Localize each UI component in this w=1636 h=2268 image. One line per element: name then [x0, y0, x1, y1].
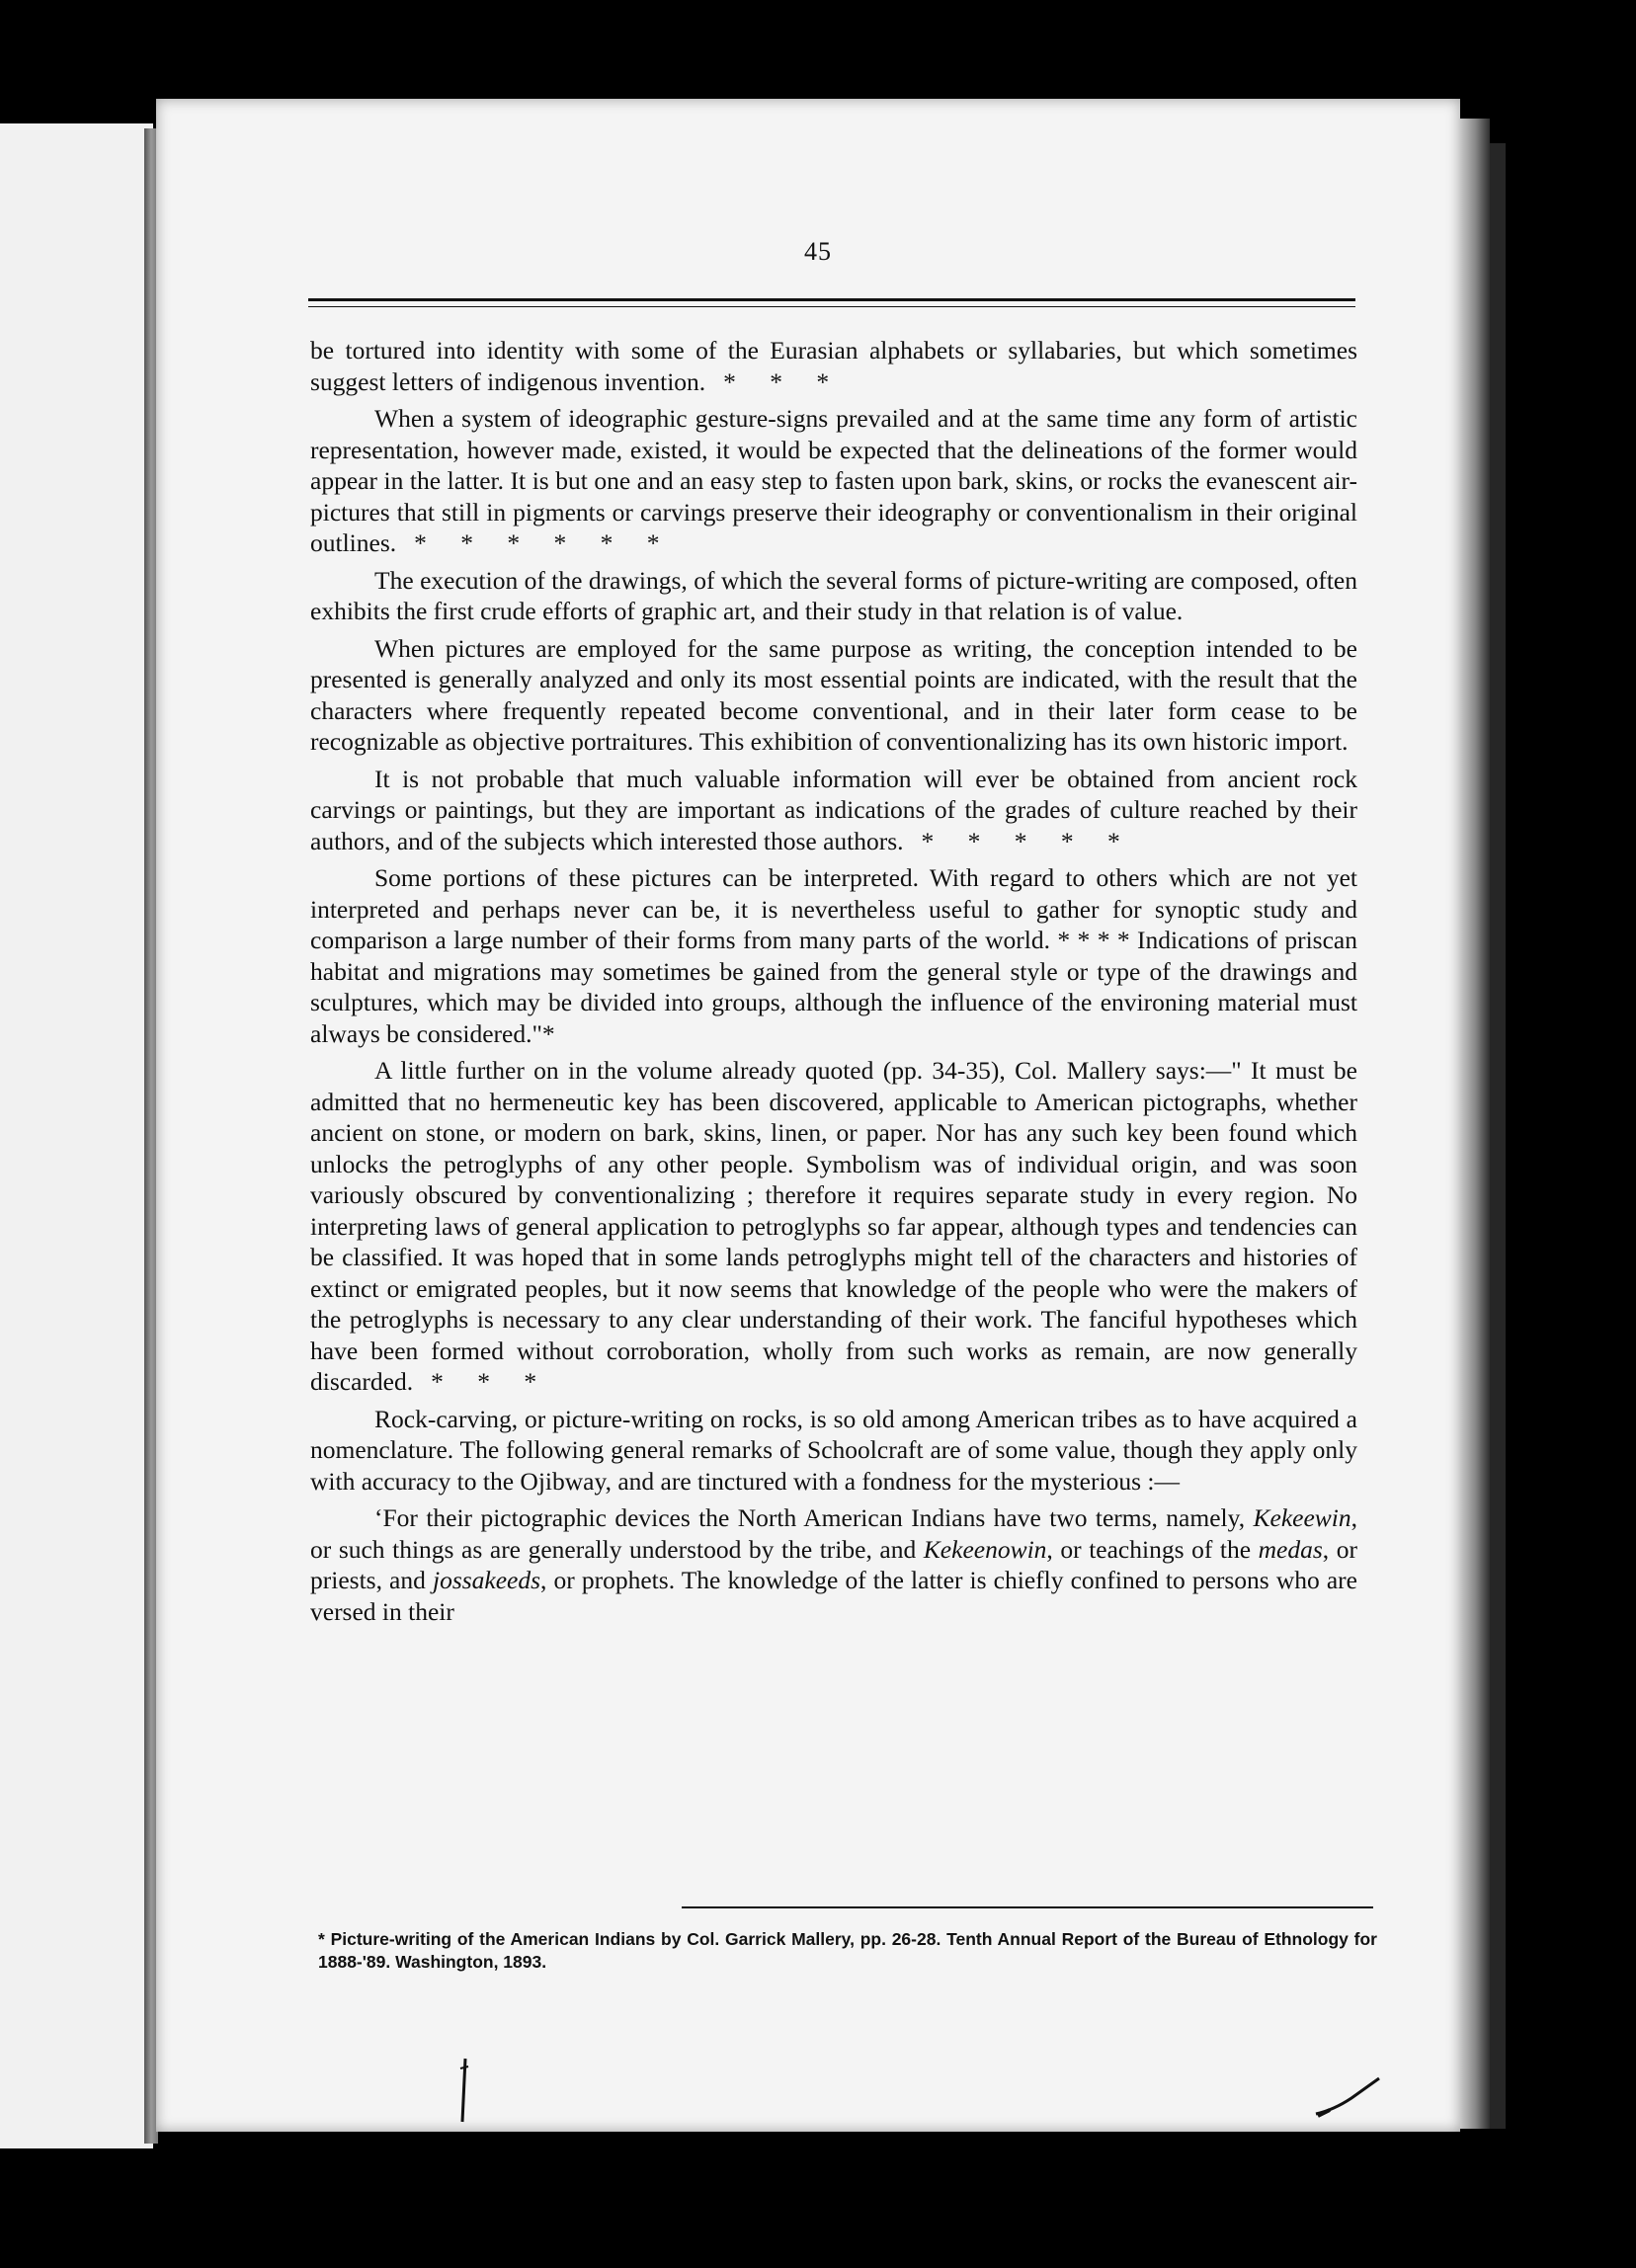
italic-term: Kekeenowin	[923, 1534, 1047, 1564]
footnote-rule	[682, 1906, 1373, 1908]
paragraph-3	[310, 565, 1357, 627]
paragraph-text: , or priests, and	[310, 1534, 1357, 1594]
paragraph-2	[310, 403, 1357, 559]
paragraph-text: be tortured into identity with some of the Eurasian alphabets or syllabaries, but which sometimes suggest letters of indigenous invention.	[310, 336, 1357, 396]
paragraph-text: It is not probable that much valuable information will ever be obtained from ancient rock carvings or paintings, but they are important as indications of the grades of culture reached by their authors, and of the subjects which interested those authors.	[310, 764, 1357, 855]
paragraph-text: ‘For their pictographic devices the North American Indians have two terms, namely,	[374, 1503, 1254, 1532]
paragraph-7	[310, 1055, 1357, 1398]
page-number: 45	[804, 237, 832, 266]
paragraph-1	[310, 335, 1357, 397]
paragraph-8	[310, 1404, 1357, 1498]
paragraph-4	[310, 633, 1357, 758]
body-text	[310, 335, 1357, 1633]
italic-term: medas	[1258, 1534, 1323, 1564]
ellipsis-stars: * * * * * *	[414, 528, 674, 557]
ellipsis-stars: * * *	[723, 366, 844, 396]
facing-page-edge	[0, 123, 153, 2148]
italic-term: Kekeewin	[1253, 1503, 1351, 1532]
ellipsis-stars: * * *	[431, 1367, 551, 1396]
paragraph-text: When pictures are employed for the same purpose as writing, the conception intended to be presented is generally analyzed and only its most essential points are indicated, with the result that the characters where frequently repeated become conventional, and in their later form cease to be recognizable as objective portraitures. This exhibition of conventionalizing has its own historic import.	[310, 633, 1357, 756]
paragraph-text: A little further on in the volume already quoted (pp. 34-35), Col. Mallery says:—" It must be admitted that no hermeneutic key has been discovered, applicable to American pictographs, whether ancient on stone, or modern on bark, skins, linen, or paper. Nor has any such key been found which unlocks the petroglyphs of any other people. Symbolism was of individual origin, and was soon variously obscured by conventionalizing ; therefore it requires separate study in every region. No interpreting laws of general application to petroglyphs so far appear, although types and tendencies can be classified. It was hoped that in some lands petroglyphs might tell of the characters and histories of extinct or emigrated peoples, but it now seems that knowledge of the people who were the makers of the petroglyphs is necessary to any clear understanding of their work. The fanciful hypotheses which have been formed without corroboration, wholly from such works as remain, are now generally discarded.	[310, 1056, 1357, 1396]
paragraph-text: , or such things as are generally understood by the tribe, and	[310, 1503, 1357, 1564]
paragraph-text: Some portions of these pictures can be interpreted. With regard to others which are not yet interpreted and perhaps never can be, it is nevertheless useful to gather for synoptic study and comparison a large number of their forms from many parts of the world. * * * * Indications of priscan habitat and migrations may sometimes be gained from the general style or type of the drawings and sculptures, which may be divided into groups, although the influence of the environing material must always be considered."*	[310, 863, 1357, 1048]
paragraph-text: , or teachings of the	[1046, 1534, 1259, 1564]
italic-term: jossakeeds	[432, 1566, 541, 1594]
paragraph-text: The execution of the drawings, of which the several forms of picture-writing are composed, often exhibits the first crude efforts of graphic art, and their study in that relation is of value.	[310, 565, 1357, 625]
footnote: * Picture-writing of the American Indians by Col. Garrick Mallery, pp. 26-28. Tenth Annual Report of the Bureau of Ethnology for 1888-'89. Washington, 1893.	[318, 1929, 1377, 1972]
paragraph-text: , or prophets. The knowledge of the latter is chiefly confined to persons who are versed in their	[310, 1566, 1357, 1626]
paragraph-5	[310, 764, 1357, 857]
paragraph-text: Rock-carving, or picture-writing on rocks, is so old among American tribes as to have acquired a nomenclature. The following general remarks of Schoolcraft are of some value, though they apply only with accuracy to the Ojibway, and are tinctured with a fondness for the mysterious :—	[310, 1404, 1357, 1496]
ellipsis-stars: * * * * *	[921, 826, 1134, 855]
page-fore-edge	[1460, 119, 1490, 2129]
pen-stroke-mark	[1314, 2074, 1383, 2124]
paragraph-text: When a system of ideographic gesture-signs prevailed and at the same time any form of artistic representation, however made, existed, it would be expected that the delineations of the former would appear in the latter. It is but one and an easy step to fasten upon bark, skins, or rocks the evanescent air-pictures that still in pigments or carvings preserve their ideography or conventionalism in their original outlines.	[310, 404, 1357, 557]
header-rule	[308, 298, 1355, 307]
paragraph-9	[310, 1502, 1357, 1627]
pencil-tick-mark	[457, 2057, 471, 2126]
paragraph-6	[310, 862, 1357, 1049]
book-cover-edge	[1490, 143, 1506, 2129]
